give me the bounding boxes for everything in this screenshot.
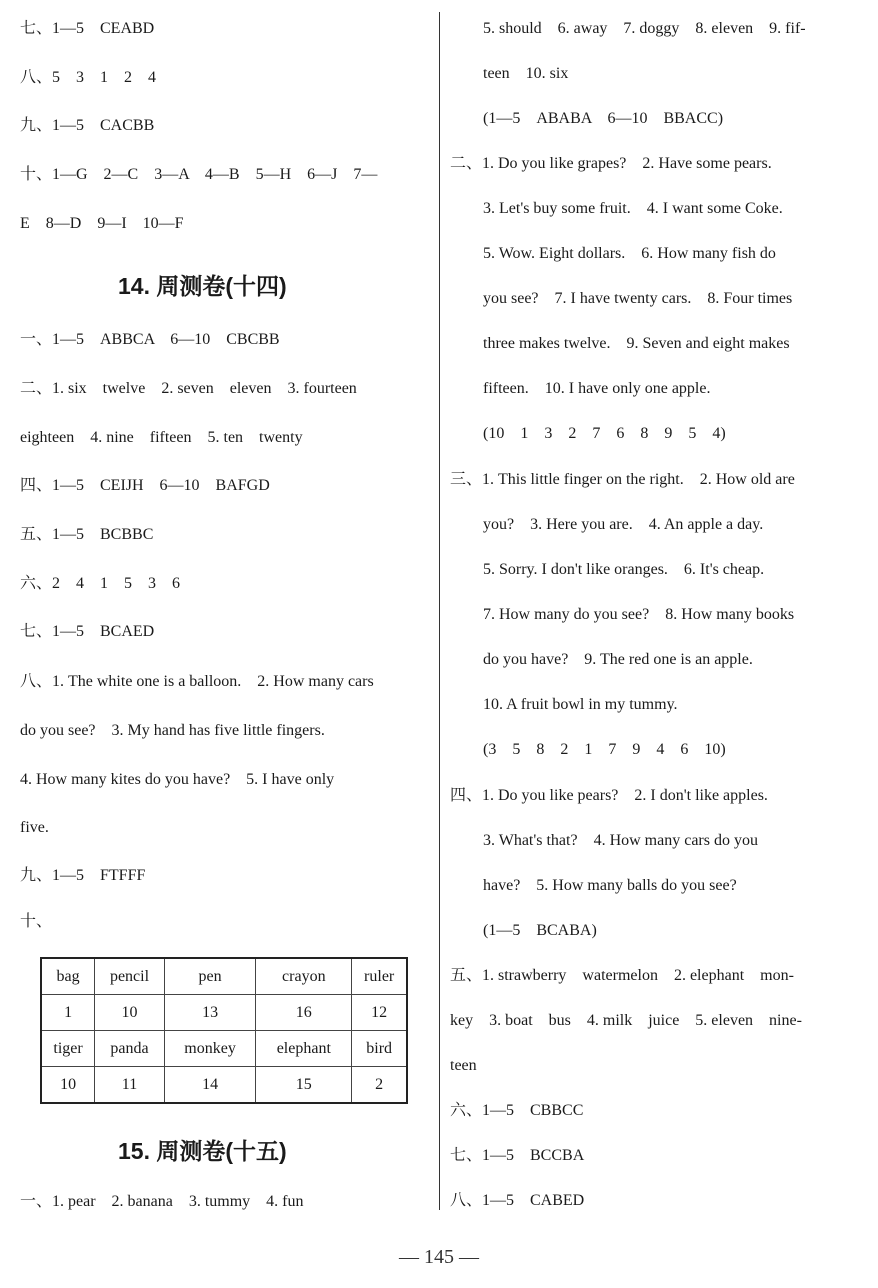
answer-line: 四、1. Do you like pears? 2. I don't like apples. [450, 787, 768, 804]
column-divider [439, 12, 440, 1210]
answer-line: 3. What's that? 4. How many cars do you [483, 832, 758, 849]
answer-line: 八、5 3 1 2 4 [20, 69, 157, 86]
section-heading-14: 14. 周测卷(十四) [118, 273, 287, 299]
answer-line: 7. How many do you see? 8. How many books [483, 606, 795, 623]
table-row [41, 1067, 407, 1104]
answer-line: do you see? 3. My hand has five little fingers. [20, 722, 325, 739]
table-cell: monkey [164, 1031, 255, 1067]
answer-line: (10 1 3 2 7 6 8 9 5 4) [483, 425, 726, 442]
answer-line: 六、2 4 1 5 3 6 [20, 575, 181, 592]
answer-line: 五、1—5 BCBBC [20, 526, 154, 543]
answer-line: 4. How many kites do you have? 5. I have only [20, 771, 335, 788]
table-cell: bag [41, 958, 95, 995]
table-cell: crayon [256, 958, 352, 995]
answer-line: 九、1—5 CACBB [20, 117, 155, 134]
answer-line: 一、1—5 ABBCA 6—10 CBCBB [20, 331, 280, 348]
answer-line: 5. Wow. Eight dollars. 6. How many fish do [483, 245, 776, 262]
answer-line: 九、1—5 FTFFF [20, 867, 146, 884]
answer-line: E 8—D 9—I 10—F [20, 215, 184, 232]
answer-line: 5. should 6. away 7. doggy 8. eleven 9. fif- [483, 20, 806, 37]
answer-line: three makes twelve. 9. Seven and eight makes [483, 335, 790, 352]
answer-line: do you have? 9. The red one is an apple. [483, 651, 753, 668]
answer-line: 六、1—5 CBBCC [450, 1102, 584, 1119]
answer-line: 八、1. The white one is a balloon. 2. How many cars [20, 673, 374, 690]
section-heading-15: 15. 周测卷(十五) [118, 1138, 287, 1164]
table-row [41, 958, 407, 995]
answer-line: eighteen 4. nine fifteen 5. ten twenty [20, 429, 303, 446]
table-row [41, 1031, 407, 1067]
answer-line: 二、1. Do you like grapes? 2. Have some pears. [450, 155, 772, 172]
answer-line: (3 5 8 2 1 7 9 4 6 10) [483, 741, 726, 758]
answer-line: (1—5 BCABA) [483, 922, 597, 939]
answer-line: 10. A fruit bowl in my tummy. [483, 696, 678, 713]
table-cell: 12 [352, 995, 407, 1031]
table-cell: 2 [352, 1067, 407, 1104]
table-cell: 13 [164, 995, 255, 1031]
answer-line: you? 3. Here you are. 4. An apple a day. [483, 516, 764, 533]
answer-line: (1—5 ABABA 6—10 BBACC) [483, 110, 724, 127]
table-cell: 10 [95, 995, 165, 1031]
answer-line: teen [450, 1057, 477, 1074]
answer-line: 十、1—G 2—C 3—A 4—B 5—H 6—J 7— [20, 166, 378, 183]
answer-line: 七、1—5 CEABD [20, 20, 155, 37]
table-cell: tiger [41, 1031, 95, 1067]
table-cell: pen [164, 958, 255, 995]
table-cell: pencil [95, 958, 165, 995]
table-cell: 10 [41, 1067, 95, 1104]
table-cell: bird [352, 1031, 407, 1067]
answer-line: you see? 7. I have twenty cars. 8. Four times [483, 290, 793, 307]
table-cell: elephant [256, 1031, 352, 1067]
answer-line: 二、1. six twelve 2. seven eleven 3. fourteen [20, 380, 357, 397]
answer-line: 一、1. pear 2. banana 3. tummy 4. fun [20, 1193, 304, 1210]
answer-line: 5. Sorry. I don't like oranges. 6. It's cheap. [483, 561, 765, 578]
table-cell: 1 [41, 995, 95, 1031]
table-cell: 16 [256, 995, 352, 1031]
answer-table [40, 957, 408, 1104]
page-number: — 145 — [399, 1246, 479, 1268]
answer-line: 七、1—5 BCCBA [450, 1147, 585, 1164]
answer-line: 七、1—5 BCAED [20, 623, 155, 640]
table-cell: 15 [256, 1067, 352, 1104]
answer-line: 3. Let's buy some fruit. 4. I want some Coke. [483, 200, 783, 217]
answer-line: 三、1. This little finger on the right. 2. How old are [450, 471, 795, 488]
answer-line: have? 5. How many balls do you see? [483, 877, 737, 894]
answer-line: 十、 [20, 913, 53, 930]
table-row [41, 995, 407, 1031]
answer-line: key 3. boat bus 4. milk juice 5. eleven nine- [450, 1012, 802, 1029]
answer-line: 五、1. strawberry watermelon 2. elephant mon- [450, 967, 794, 984]
table-cell: 11 [95, 1067, 165, 1104]
table-cell: ruler [352, 958, 407, 995]
answer-line: five. [20, 819, 49, 836]
answer-line: 四、1—5 CEIJH 6—10 BAFGD [20, 477, 270, 494]
table-cell: 14 [164, 1067, 255, 1104]
answer-line: teen 10. six [483, 65, 569, 82]
answer-line: fifteen. 10. I have only one apple. [483, 380, 711, 397]
answer-line: 八、1—5 CABED [450, 1192, 585, 1209]
table-cell: panda [95, 1031, 165, 1067]
